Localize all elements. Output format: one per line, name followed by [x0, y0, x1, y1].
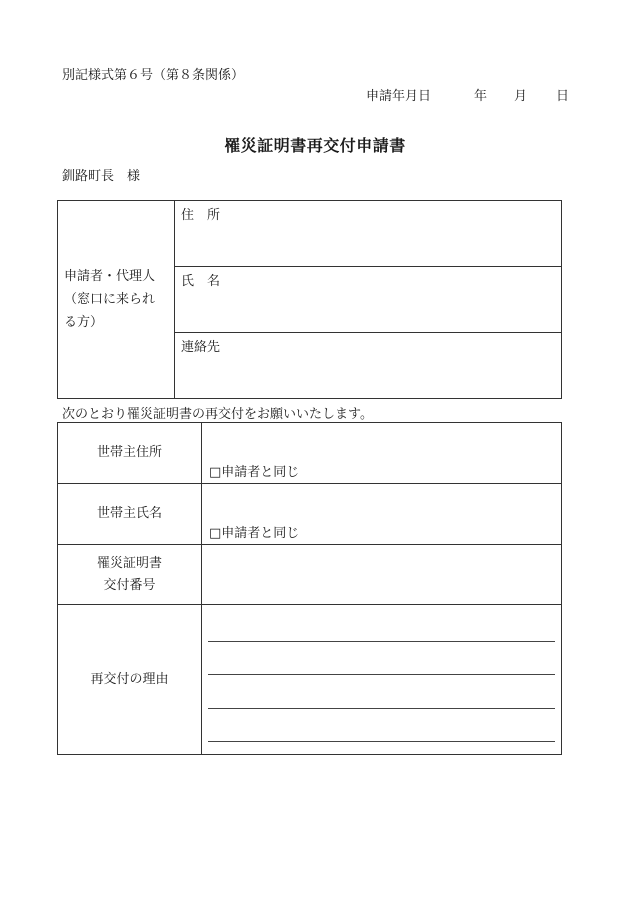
document-title: 罹災証明書再交付申請書 [224, 136, 406, 155]
applicant-label-line3: る方） [64, 315, 104, 330]
date-month-label: 月 [514, 89, 528, 104]
date-year-label: 年 [474, 89, 488, 104]
date-day-label: 日 [556, 89, 570, 104]
head-address-same-checkbox[interactable]: □申請者と同じ [209, 465, 300, 480]
cert-number-label-line2: 交付番号 [103, 577, 156, 593]
reason-field[interactable] [202, 605, 562, 755]
applicant-name-label: 氏 名 [181, 274, 221, 289]
head-name-same-checkbox[interactable]: □申請者と同じ [209, 526, 300, 541]
head-name-field[interactable] [202, 484, 562, 545]
head-address-label: 世帯主住所 [96, 445, 162, 460]
applicant-name-field[interactable] [175, 267, 562, 333]
reason-label: 再交付の理由 [90, 671, 169, 687]
applicant-address-label: 住 所 [181, 208, 221, 223]
reason-line-1[interactable] [208, 641, 555, 642]
addressee: 釧路町長 様 [62, 169, 141, 184]
applicant-contact-field[interactable] [175, 333, 562, 399]
applicant-contact-label: 連絡先 [181, 340, 221, 355]
head-name-label-cell [58, 484, 202, 545]
cert-number-label-cell [58, 545, 202, 605]
cert-number-label-line1: 罹災証明書 [96, 555, 162, 571]
request-table [57, 422, 562, 755]
reason-line-2[interactable] [208, 674, 555, 675]
head-name-label: 世帯主氏名 [96, 506, 162, 521]
reason-line-4[interactable] [208, 741, 555, 742]
application-date-label: 申請年月日 [366, 89, 432, 104]
head-address-label-cell [58, 423, 202, 484]
cert-number-field[interactable] [202, 545, 562, 605]
head-address-field[interactable] [202, 423, 562, 484]
applicant-address-field[interactable] [175, 201, 562, 267]
form-identifier: 別記様式第６号（第８条関係） [62, 68, 245, 83]
applicant-label-line1: 申請者・代理人 [64, 269, 156, 284]
applicant-label-cell [58, 201, 175, 399]
reason-label-cell [58, 605, 202, 755]
request-intro-text: 次のとおり罹災証明書の再交付をお願いいたします。 [62, 407, 373, 422]
applicant-label-line2: （窓口に来られ [64, 292, 156, 307]
applicant-table [57, 200, 562, 399]
application-date-row [366, 85, 570, 104]
reason-line-3[interactable] [208, 708, 555, 709]
